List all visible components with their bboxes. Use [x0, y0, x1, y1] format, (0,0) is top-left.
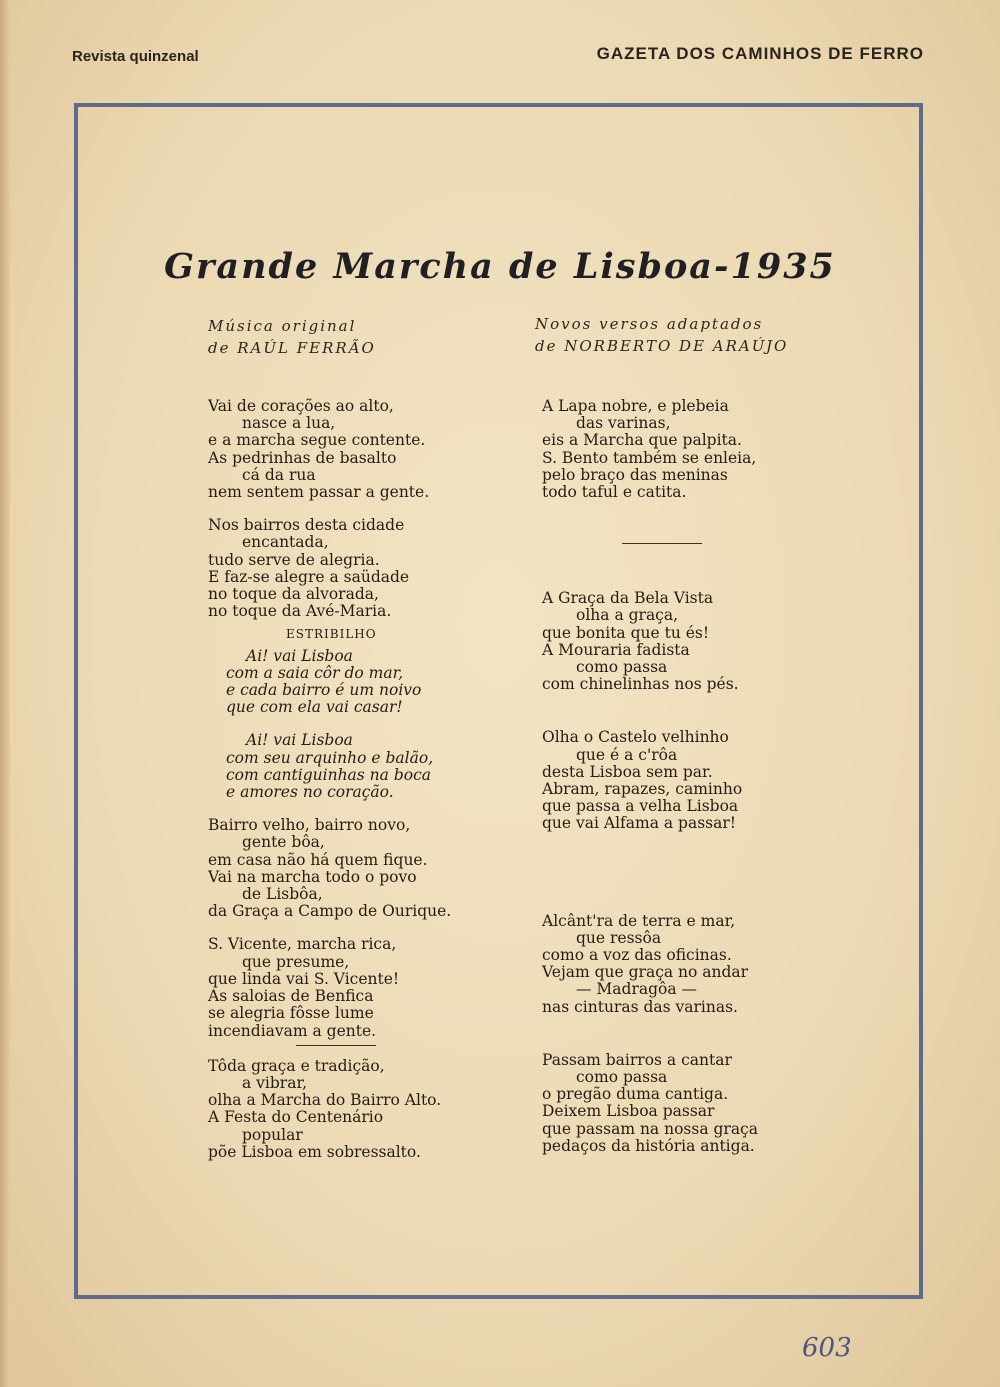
verse-line: que é a c'rôa	[576, 745, 678, 764]
verse-line: o pregão duma cantiga.	[542, 1085, 729, 1104]
verse-line: Abram, rapazes, caminho	[542, 780, 743, 799]
verses-credit-line2: de NORBERTO DE ARAÚJO	[535, 337, 789, 355]
verse-line: Ai! vai Lisboa	[246, 731, 353, 750]
verse-line: olha a Marcha do Bairro Alto.	[208, 1091, 442, 1110]
verse-line: a vibrar,	[242, 1073, 308, 1092]
verse-line: e cada bairro é um noivo	[226, 681, 422, 700]
refrain	[208, 732, 508, 801]
music-credit	[208, 315, 376, 359]
header-periodicity: Revista quinzenal	[72, 48, 199, 65]
verse-line: As pedrinhas de basalto	[208, 448, 397, 467]
verse-line: e amores no coração.	[226, 783, 394, 802]
verse-line: incendiavam a gente.	[208, 1021, 377, 1040]
verse-line: que presume,	[242, 952, 350, 971]
verse-line: nasce a lua,	[242, 414, 336, 433]
verse-line: da Graça a Campo de Ourique.	[208, 902, 452, 921]
verse-line: em casa não há quem fique.	[208, 850, 428, 869]
verse-line: com seu arquinho e balão,	[226, 748, 434, 767]
verse-line: se alegria fôsse lume	[208, 1004, 374, 1023]
verse-line: Bairro velho, bairro novo,	[208, 816, 411, 835]
verse-line: pelo braço das meninas	[542, 465, 728, 484]
verse-line: Vai de corações ao alto,	[208, 397, 394, 415]
verse-line: S. Vicente, marcha rica,	[208, 935, 397, 954]
verse-line: que ressôa	[576, 928, 662, 947]
verse-line: com cantiguinhas na boca	[226, 765, 432, 784]
music-credit-line1: Música original	[208, 317, 357, 335]
right-column-verses	[542, 398, 862, 1155]
verse-line: como a voz das oficinas.	[542, 946, 732, 965]
refrain-label: ESTRIBILHO	[286, 627, 377, 642]
verse-line: As saloias de Benfica	[208, 987, 374, 1006]
verse-line: como passa	[576, 658, 668, 677]
stanza	[542, 1052, 862, 1155]
verse-line: Vai na marcha todo o povo	[208, 867, 417, 886]
verse-line: que passa a velha Lisboa	[542, 797, 739, 816]
verse-line: Ai! vai Lisboa	[246, 646, 353, 665]
music-credit-line2: de RAÚL FERRÃO	[208, 339, 376, 357]
verse-line: A Mouraria fadista	[542, 640, 690, 659]
left-column-verses	[208, 398, 508, 1161]
verse-line: Deixem Lisboa passar	[542, 1102, 715, 1121]
stanza	[208, 817, 508, 920]
article-title: Grande Marcha de Lisboa-1935	[164, 246, 836, 287]
stanza	[542, 913, 862, 1016]
stanza	[208, 936, 508, 1039]
verse-line: tudo serve de alegria.	[208, 550, 380, 569]
page-number: 603	[802, 1333, 852, 1363]
verse-line: A Lapa nobre, e plebeia	[542, 397, 729, 415]
stanza	[542, 729, 862, 832]
verse-line: encantada,	[242, 533, 329, 552]
verse-line: A Festa do Centenário	[208, 1108, 384, 1127]
verse-line: eis a Marcha que palpita.	[542, 431, 742, 450]
page-edge	[0, 0, 10, 1387]
verse-line: Nos bairros desta cidade	[208, 516, 405, 535]
header-publication-title: GAZETA DOS CAMINHOS DE FERRO	[596, 44, 924, 63]
verse-line: popular	[242, 1125, 303, 1144]
verse-line: olha a graça,	[576, 606, 679, 625]
verse-line: — Madragôa —	[576, 980, 698, 999]
verse-line: das varinas,	[576, 414, 671, 433]
verse-line: com chinelinhas nos pés.	[542, 675, 739, 694]
verse-line: todo taful e catita.	[542, 483, 687, 502]
verse-line: Olha o Castelo velhinho	[542, 728, 729, 747]
verse-line: Passam bairros a cantar	[542, 1050, 732, 1069]
verse-line: S. Bento também se enleia,	[542, 448, 757, 467]
verse-line: que com ela vai casar!	[226, 698, 403, 717]
verse-line: pedaços da história antiga.	[542, 1136, 755, 1155]
verse-line: E faz-se alegre a saüdade	[208, 567, 410, 586]
section-divider	[296, 1045, 376, 1046]
section-divider	[622, 543, 702, 544]
verse-line: nem sentem passar a gente.	[208, 483, 430, 502]
verse-line: nas cinturas das varinas.	[542, 997, 738, 1016]
verse-line: cá da rua	[242, 465, 316, 484]
stanza	[208, 398, 508, 501]
verse-line: Tôda graça e tradição,	[208, 1056, 385, 1075]
verse-line: põe Lisboa em sobressalto.	[208, 1142, 421, 1161]
verse-line: e a marcha segue contente.	[208, 431, 426, 450]
verse-line: que linda vai S. Vicente!	[208, 969, 400, 988]
verse-line: desta Lisboa sem par.	[542, 762, 713, 781]
verse-line: com a saia côr do mar,	[226, 663, 404, 682]
verse-line: no toque da alvorada,	[208, 585, 379, 604]
stanza	[542, 590, 862, 693]
stanza	[542, 398, 862, 501]
stanza	[208, 517, 508, 620]
verse-line: gente bôa,	[242, 833, 325, 852]
verses-credit	[535, 313, 788, 357]
verse-line: Alcânt'ra de terra e mar,	[542, 911, 736, 930]
verse-line: como passa	[576, 1068, 668, 1087]
verse-line: que vai Alfama a passar!	[542, 814, 736, 833]
verse-line: que passam na nossa graça	[542, 1119, 758, 1138]
verse-line: Vejam que graça no andar	[542, 963, 749, 982]
verse-line: A Graça da Bela Vista	[542, 589, 714, 608]
verse-line: no toque da Avé-Maria.	[208, 602, 392, 621]
verses-credit-line1: Novos versos adaptados	[535, 315, 764, 333]
refrain	[208, 648, 508, 717]
verse-line: que bonita que tu és!	[542, 623, 710, 642]
verse-line: de Lisbôa,	[242, 885, 323, 904]
stanza	[208, 1058, 508, 1161]
